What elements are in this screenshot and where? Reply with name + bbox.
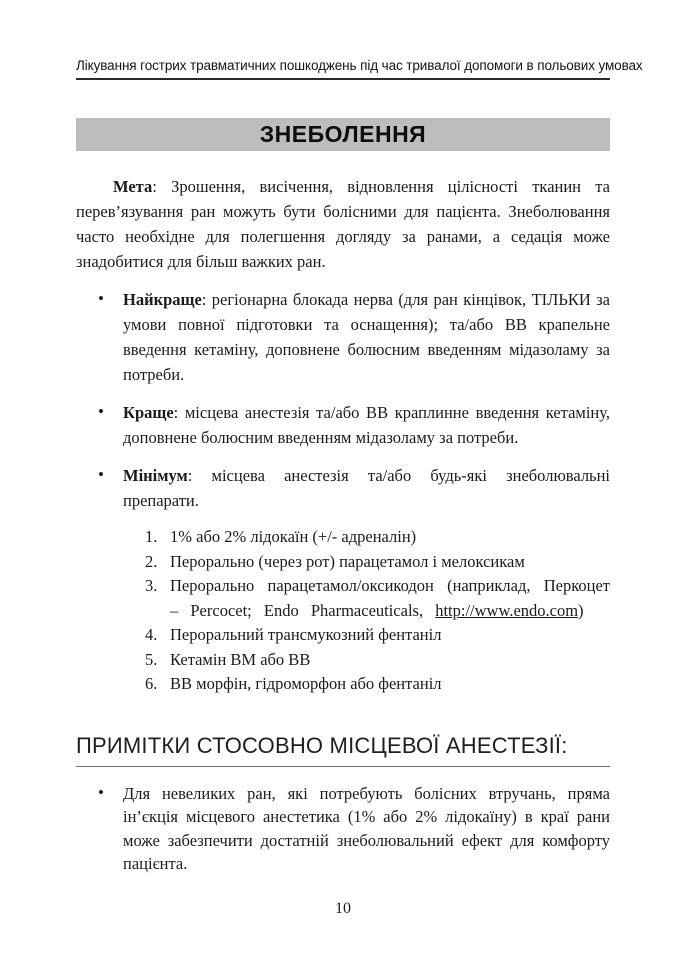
intro-text: : Зрошення, висічення, відновлення цілісності тканин та перев’язування ран можуть бути болісними для пацієнта. Знеболювання часто необхідне для полегшення догляду за ранами, а седація може знадобитися для більш важких ран. [76,177,610,271]
priority-bullet-list [76,287,610,697]
list-item-2-text: Перорально (через рот) парацетамол і мелоксикам [170,551,525,571]
list-item-1-text: 1% або 2% лідокаїн (+/- адреналін) [170,527,417,546]
bullet-minimum [76,463,610,697]
bullet-minimum-label: Мінімум [123,466,188,485]
bullet-better-label: Краще [123,403,174,422]
notes-heading: ПРИМІТКИ СТОСОВНО МІСЦЕВОЇ АНЕСТЕЗІЇ: [76,733,610,767]
list-item-4-text: Пероральний трансмукозний фентаніл [170,625,442,644]
list-item-2 [98,550,610,575]
bullet-marker-icon: • [98,782,104,802]
bullet-best-body: : регіонарна блокада нерва (для ран кінцівок, ТІЛЬКИ за умови повної підготовки та оснащення); та/або ВВ крапельне введення кетаміну, доповнене болюсним введенням мідазоламу за потреби. [123,290,610,384]
list-number: 4. [145,625,158,644]
analgesia-options-list [98,525,610,697]
note-text: Для невеликих ран, які потребують болісних втручань, пряма ін’єкція місцевого анестетика (1% або 2% лідокаїну) в краї рани може забезпечити достатній знеболювальний ефект для комфорту пацієнта. [123,783,610,873]
list-item-4 [98,623,610,648]
bullet-best-text [123,287,610,387]
list-item-6 [98,672,610,697]
bullet-minimum-text [123,463,610,513]
bullet-better-text [123,400,610,450]
bullet-marker-icon: • [98,402,104,421]
page-number: 10 [335,900,351,917]
intro-label: Мета [113,177,153,196]
list-item-1 [98,525,610,550]
bullet-best [76,287,610,387]
intro-paragraph [76,174,610,274]
list-item-3-text [170,574,610,623]
bullet-marker-icon: • [98,289,104,308]
list-item-5 [98,648,610,673]
list-item-6-text: ВВ морфін, гідроморфон або фентаніл [170,674,442,693]
list-number: 6. [145,674,158,693]
list-number: 1. [145,527,158,546]
bullet-marker-icon: • [98,465,104,484]
list-number: 2. [145,551,158,571]
bullet-best-label: Найкраще [123,290,202,309]
list-item-3-post: ) [578,600,584,620]
bullet-better-body: : місцева анестезія та/або ВВ краплинне введення кетаміну, доповнене болюсним введенням мідазоламу за потреби. [123,403,610,447]
list-item-3 [98,574,610,623]
list-item-3-pre: Перорально парацетамол/оксикодон (наприклад, Перкоцет – Percocet; Endo Pharmaceuticals, [170,576,610,620]
bullet-local-anesthesia-note [76,782,610,876]
section-title: ЗНЕБОЛЕННЯ [259,121,427,147]
list-number: 5. [145,649,158,669]
list-number: 3. [145,576,158,595]
bullet-minimum-body: : місцева анестезія та/або будь-які знеболювальні препарати. [123,466,610,510]
running-header-text: Лікування гострих травматичних пошкоджень під час тривалої допомоги в польових умовах [76,58,643,73]
section-banner [76,118,610,151]
endo-link[interactable]: http://www.endo.com [435,600,579,620]
list-item-5-text: Кетамін ВМ або ВВ [170,649,311,669]
bullet-better [76,400,610,450]
running-header [76,58,643,80]
